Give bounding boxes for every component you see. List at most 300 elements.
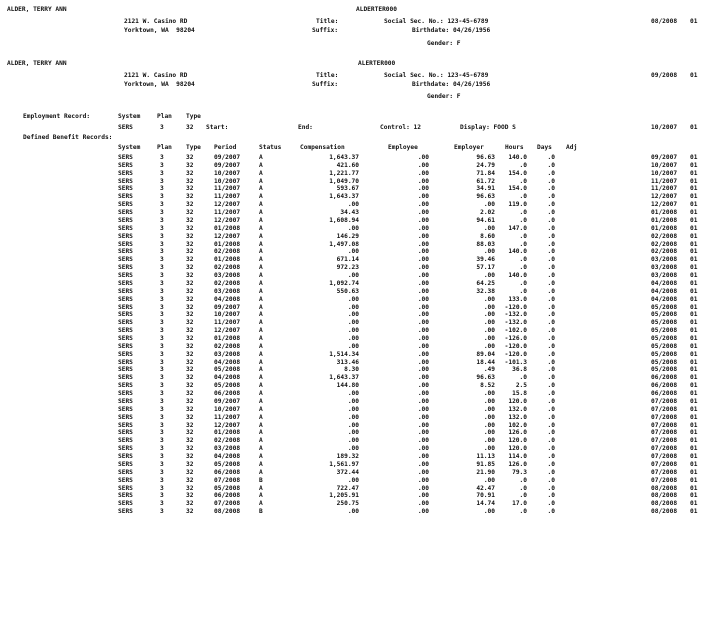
cell-post-date: 06/2008 <box>651 374 678 381</box>
cell-employer: 14.74 <box>476 500 495 507</box>
cell-employer: .00 <box>483 311 495 318</box>
cell-status: A <box>259 414 263 421</box>
cell-system: SERS <box>118 272 133 279</box>
ssn: Social Sec. No.: 123-45-6789 <box>384 18 489 25</box>
cell-status: A <box>259 162 263 169</box>
cell-compensation: .00 <box>347 248 359 255</box>
cell-employee: .00 <box>417 209 429 216</box>
cell-days: .0 <box>547 382 555 389</box>
cell-hours: .0 <box>519 485 527 492</box>
cell-status: A <box>259 437 263 444</box>
cell-days: .0 <box>547 406 555 413</box>
cell-system: SERS <box>118 327 133 334</box>
cell-days: .0 <box>547 327 555 334</box>
cell-days: .0 <box>547 469 555 476</box>
address-line-2: Yorktown, WA 98204 <box>124 81 195 88</box>
cell-type: 32 <box>186 390 194 397</box>
cell-system: SERS <box>118 422 133 429</box>
cell-employer: .49 <box>483 366 495 373</box>
cell-system: SERS <box>118 201 133 208</box>
cell-hours: .0 <box>519 162 527 169</box>
cell-compensation: 972.23 <box>336 264 359 271</box>
cell-plan: 3 <box>160 241 164 248</box>
cell-system: SERS <box>118 437 133 444</box>
cell-period: 11/2007 <box>214 319 241 326</box>
cell-employer: 42.47 <box>476 485 495 492</box>
cell-type: 32 <box>186 154 194 161</box>
cell-employer: 91.85 <box>476 461 495 468</box>
cell-status: A <box>259 304 263 311</box>
cell-status: A <box>259 319 263 326</box>
gender: Gender: F <box>427 40 461 47</box>
cell-period: 04/2008 <box>214 374 241 381</box>
cell-post-date: 07/2008 <box>651 477 678 484</box>
cell-employee: .00 <box>417 398 429 405</box>
address-line-2: Yorktown, WA 98204 <box>124 27 195 34</box>
cell-type: 32 <box>186 280 194 287</box>
col-header-hours: Hours <box>505 144 524 151</box>
cell-system: SERS <box>118 288 133 295</box>
cell-plan: 3 <box>160 382 164 389</box>
employment-page: 01 <box>690 124 698 131</box>
cell-days: .0 <box>547 359 555 366</box>
cell-status: A <box>259 225 263 232</box>
cell-employee: .00 <box>417 178 429 185</box>
cell-days: .0 <box>547 201 555 208</box>
cell-compensation: .00 <box>347 429 359 436</box>
cell-compensation: 671.14 <box>336 256 359 263</box>
cell-page: 01 <box>690 256 698 263</box>
cell-system: SERS <box>118 296 133 303</box>
cell-system: SERS <box>118 477 133 484</box>
cell-system: SERS <box>118 390 133 397</box>
cell-days: .0 <box>547 248 555 255</box>
cell-page: 01 <box>690 422 698 429</box>
cell-compensation: .00 <box>347 311 359 318</box>
cell-type: 32 <box>186 327 194 334</box>
cell-days: .0 <box>547 288 555 295</box>
cell-period: 05/2008 <box>214 485 241 492</box>
cell-days: .0 <box>547 414 555 421</box>
cell-page: 01 <box>690 193 698 200</box>
cell-type: 32 <box>186 343 194 350</box>
cell-period: 09/2007 <box>214 154 241 161</box>
cell-page: 01 <box>690 461 698 468</box>
cell-compensation: 313.46 <box>336 359 359 366</box>
cell-compensation: 1,643.37 <box>329 193 359 200</box>
cell-system: SERS <box>118 492 133 499</box>
cell-employer: 70.91 <box>476 492 495 499</box>
cell-status: A <box>259 241 263 248</box>
address-line-1: 2121 W. Casino RD <box>124 18 188 25</box>
cell-employee: .00 <box>417 429 429 436</box>
cell-hours: -126.0 <box>504 335 527 342</box>
cell-period: 05/2008 <box>214 461 241 468</box>
cell-hours: .0 <box>519 508 527 515</box>
cell-period: 01/2008 <box>214 429 241 436</box>
cell-employee: .00 <box>417 508 429 515</box>
cell-compensation: .00 <box>347 445 359 452</box>
employment-plan: 3 <box>160 124 164 131</box>
cell-employer: .00 <box>483 390 495 397</box>
cell-status: A <box>259 398 263 405</box>
cell-compensation: .00 <box>347 390 359 397</box>
cell-plan: 3 <box>160 445 164 452</box>
cell-days: .0 <box>547 264 555 271</box>
cell-post-date: 11/2007 <box>651 185 678 192</box>
cell-status: A <box>259 335 263 342</box>
cell-period: 12/2007 <box>214 422 241 429</box>
cell-plan: 3 <box>160 327 164 334</box>
cell-days: .0 <box>547 319 555 326</box>
cell-system: SERS <box>118 264 133 271</box>
cell-post-date: 04/2008 <box>651 288 678 295</box>
cell-days: .0 <box>547 477 555 484</box>
cell-post-date: 03/2008 <box>651 264 678 271</box>
cell-type: 32 <box>186 296 194 303</box>
cell-hours: .0 <box>519 374 527 381</box>
cell-page: 01 <box>690 492 698 499</box>
cell-system: SERS <box>118 461 133 468</box>
col-header-plan: Plan <box>157 144 172 151</box>
cell-page: 01 <box>690 374 698 381</box>
cell-hours: 154.0 <box>508 170 527 177</box>
cell-page: 01 <box>690 225 698 232</box>
cell-days: .0 <box>547 241 555 248</box>
cell-employee: .00 <box>417 327 429 334</box>
cell-plan: 3 <box>160 374 164 381</box>
cell-days: .0 <box>547 445 555 452</box>
cell-employer: .00 <box>483 398 495 405</box>
cell-plan: 3 <box>160 398 164 405</box>
cell-system: SERS <box>118 185 133 192</box>
cell-days: .0 <box>547 508 555 515</box>
cell-period: 10/2007 <box>214 178 241 185</box>
cell-employee: .00 <box>417 272 429 279</box>
cell-status: A <box>259 209 263 216</box>
cell-days: .0 <box>547 209 555 216</box>
cell-hours: -102.0 <box>504 327 527 334</box>
cell-hours: 147.0 <box>508 225 527 232</box>
cell-post-date: 08/2008 <box>651 492 678 499</box>
cell-status: A <box>259 217 263 224</box>
cell-system: SERS <box>118 193 133 200</box>
employment-system: SERS <box>118 124 133 131</box>
cell-compensation: .00 <box>347 398 359 405</box>
cell-days: .0 <box>547 256 555 263</box>
cell-period: 01/2008 <box>214 241 241 248</box>
cell-system: SERS <box>118 304 133 311</box>
cell-type: 32 <box>186 335 194 342</box>
cell-system: SERS <box>118 508 133 515</box>
cell-employer: .00 <box>483 304 495 311</box>
cell-type: 32 <box>186 382 194 389</box>
title-label: Title: <box>316 72 339 79</box>
cell-plan: 3 <box>160 422 164 429</box>
cell-compensation: 722.47 <box>336 485 359 492</box>
cell-compensation: .00 <box>347 477 359 484</box>
cell-days: .0 <box>547 351 555 358</box>
cell-page: 01 <box>690 359 698 366</box>
cell-period: 06/2008 <box>214 469 241 476</box>
cell-period: 12/2007 <box>214 201 241 208</box>
cell-days: .0 <box>547 185 555 192</box>
cell-period: 02/2008 <box>214 248 241 255</box>
cell-plan: 3 <box>160 508 164 515</box>
cell-compensation: .00 <box>347 422 359 429</box>
cell-system: SERS <box>118 248 133 255</box>
cell-hours: 120.0 <box>508 445 527 452</box>
cell-compensation: .00 <box>347 319 359 326</box>
cell-system: SERS <box>118 359 133 366</box>
cell-system: SERS <box>118 319 133 326</box>
cell-employer: 89.04 <box>476 351 495 358</box>
cell-compensation: 1,049.70 <box>329 178 359 185</box>
cell-status: A <box>259 288 263 295</box>
cell-plan: 3 <box>160 256 164 263</box>
cell-page: 01 <box>690 280 698 287</box>
employment-header-type: Type <box>186 113 201 120</box>
cell-employer: .00 <box>483 437 495 444</box>
col-header-type: Type <box>186 144 201 151</box>
cell-compensation: .00 <box>347 343 359 350</box>
cell-plan: 3 <box>160 264 164 271</box>
cell-plan: 3 <box>160 193 164 200</box>
cell-compensation: 1,514.34 <box>329 351 359 358</box>
cell-status: A <box>259 492 263 499</box>
cell-employee: .00 <box>417 422 429 429</box>
cell-status: A <box>259 178 263 185</box>
cell-page: 01 <box>690 201 698 208</box>
cell-employer: 96.63 <box>476 193 495 200</box>
cell-plan: 3 <box>160 366 164 373</box>
cell-post-date: 05/2008 <box>651 327 678 334</box>
suffix-label: Suffix: <box>312 27 339 34</box>
cell-compensation: .00 <box>347 225 359 232</box>
cell-type: 32 <box>186 311 194 318</box>
cell-employer: .00 <box>483 319 495 326</box>
cell-hours: .0 <box>519 492 527 499</box>
cell-days: .0 <box>547 485 555 492</box>
cell-type: 32 <box>186 437 194 444</box>
cell-compensation: 372.44 <box>336 469 359 476</box>
cell-employee: .00 <box>417 296 429 303</box>
cell-type: 32 <box>186 445 194 452</box>
cell-status: A <box>259 445 263 452</box>
cell-hours: -101.3 <box>504 359 527 366</box>
cell-type: 32 <box>186 201 194 208</box>
cell-type: 32 <box>186 366 194 373</box>
cell-employer: 88.03 <box>476 241 495 248</box>
cell-plan: 3 <box>160 280 164 287</box>
cell-post-date: 01/2008 <box>651 225 678 232</box>
cell-page: 01 <box>690 327 698 334</box>
cell-employer: 8.52 <box>480 382 495 389</box>
cell-compensation: 1,561.97 <box>329 461 359 468</box>
cell-days: .0 <box>547 461 555 468</box>
cell-employer: 8.60 <box>480 233 495 240</box>
cell-type: 32 <box>186 264 194 271</box>
db-section-label: Defined Benefit Records: <box>23 134 113 141</box>
cell-employer: .00 <box>483 272 495 279</box>
cell-plan: 3 <box>160 162 164 169</box>
cell-post-date: 04/2008 <box>651 280 678 287</box>
cell-employer: .00 <box>483 422 495 429</box>
cell-type: 32 <box>186 185 194 192</box>
cell-employer: .00 <box>483 201 495 208</box>
cell-plan: 3 <box>160 272 164 279</box>
cell-post-date: 08/2008 <box>651 485 678 492</box>
cell-period: 02/2008 <box>214 343 241 350</box>
cell-days: .0 <box>547 225 555 232</box>
cell-compensation: 1,608.94 <box>329 217 359 224</box>
employment-label: Employment Record: <box>23 113 91 120</box>
cell-period: 11/2007 <box>214 193 241 200</box>
cell-hours: 140.0 <box>508 272 527 279</box>
cell-status: A <box>259 382 263 389</box>
member-name: ALDER, TERRY ANN <box>7 60 67 67</box>
cell-status: A <box>259 351 263 358</box>
cell-page: 01 <box>690 406 698 413</box>
cell-days: .0 <box>547 429 555 436</box>
cell-page: 01 <box>690 170 698 177</box>
cell-post-date: 01/2008 <box>651 209 678 216</box>
cell-employer: .00 <box>483 414 495 421</box>
cell-page: 01 <box>690 485 698 492</box>
cell-days: .0 <box>547 193 555 200</box>
cell-period: 05/2008 <box>214 366 241 373</box>
cell-compensation: 1,643.37 <box>329 374 359 381</box>
cell-page: 01 <box>690 233 698 240</box>
cell-status: A <box>259 185 263 192</box>
cell-days: .0 <box>547 437 555 444</box>
cell-employer: .00 <box>483 429 495 436</box>
cell-post-date: 06/2008 <box>651 382 678 389</box>
cell-status: A <box>259 366 263 373</box>
cell-compensation: .00 <box>347 414 359 421</box>
cell-post-date: 11/2007 <box>651 178 678 185</box>
cell-period: 08/2008 <box>214 508 241 515</box>
cell-hours: 36.8 <box>512 366 527 373</box>
employment-display: Display: FOOD S <box>460 124 516 131</box>
cell-page: 01 <box>690 264 698 271</box>
cell-plan: 3 <box>160 225 164 232</box>
cell-employer: 71.84 <box>476 170 495 177</box>
cell-hours: .0 <box>519 241 527 248</box>
cell-period: 03/2008 <box>214 445 241 452</box>
cell-page: 01 <box>690 469 698 476</box>
cell-hours: .0 <box>519 264 527 271</box>
cell-status: A <box>259 390 263 397</box>
cell-type: 32 <box>186 288 194 295</box>
cell-page: 01 <box>690 335 698 342</box>
cell-status: A <box>259 248 263 255</box>
cell-employee: .00 <box>417 477 429 484</box>
employment-type: 32 <box>186 124 194 131</box>
cell-type: 32 <box>186 374 194 381</box>
cell-days: .0 <box>547 374 555 381</box>
cell-days: .0 <box>547 304 555 311</box>
cell-employer: 34.91 <box>476 185 495 192</box>
cell-plan: 3 <box>160 248 164 255</box>
cell-employee: .00 <box>417 335 429 342</box>
cell-employer: 18.44 <box>476 359 495 366</box>
cell-status: B <box>259 477 263 484</box>
cell-employee: .00 <box>417 351 429 358</box>
cell-system: SERS <box>118 225 133 232</box>
cell-status: A <box>259 343 263 350</box>
cell-status: A <box>259 311 263 318</box>
cell-employee: .00 <box>417 445 429 452</box>
cell-type: 32 <box>186 162 194 169</box>
cell-type: 32 <box>186 272 194 279</box>
cell-period: 02/2008 <box>214 437 241 444</box>
cell-page: 01 <box>690 445 698 452</box>
cell-plan: 3 <box>160 500 164 507</box>
cell-type: 32 <box>186 492 194 499</box>
cell-system: SERS <box>118 366 133 373</box>
cell-employee: .00 <box>417 162 429 169</box>
cell-hours: -132.0 <box>504 311 527 318</box>
cell-post-date: 10/2007 <box>651 162 678 169</box>
cell-employee: .00 <box>417 154 429 161</box>
address-line-1: 2121 W. Casino RD <box>124 72 188 79</box>
cell-page: 01 <box>690 500 698 507</box>
cell-page: 01 <box>690 217 698 224</box>
cell-post-date: 05/2008 <box>651 311 678 318</box>
cell-post-date: 07/2008 <box>651 406 678 413</box>
cell-system: SERS <box>118 351 133 358</box>
cell-period: 07/2008 <box>214 477 241 484</box>
cell-hours: 140.0 <box>508 248 527 255</box>
cell-plan: 3 <box>160 406 164 413</box>
cell-hours: .0 <box>519 288 527 295</box>
cell-plan: 3 <box>160 311 164 318</box>
cell-plan: 3 <box>160 201 164 208</box>
employment-header-system: System <box>118 113 141 120</box>
cell-period: 01/2008 <box>214 335 241 342</box>
cell-plan: 3 <box>160 359 164 366</box>
cell-employee: .00 <box>417 319 429 326</box>
cell-page: 01 <box>690 209 698 216</box>
cell-post-date: 04/2008 <box>651 296 678 303</box>
cell-type: 32 <box>186 256 194 263</box>
cell-page: 01 <box>690 343 698 350</box>
cell-days: .0 <box>547 170 555 177</box>
cell-type: 32 <box>186 209 194 216</box>
cell-system: SERS <box>118 233 133 240</box>
cell-employee: .00 <box>417 485 429 492</box>
cell-hours: 119.0 <box>508 201 527 208</box>
cell-plan: 3 <box>160 343 164 350</box>
cell-employer: .00 <box>483 445 495 452</box>
cell-system: SERS <box>118 406 133 413</box>
cell-employee: .00 <box>417 280 429 287</box>
cell-employee: .00 <box>417 469 429 476</box>
cell-hours: -120.0 <box>504 351 527 358</box>
cell-post-date: 10/2007 <box>651 170 678 177</box>
cell-hours: 154.0 <box>508 185 527 192</box>
cell-period: 01/2008 <box>214 256 241 263</box>
page-number: 01 <box>690 18 698 25</box>
cell-post-date: 12/2007 <box>651 201 678 208</box>
cell-page: 01 <box>690 319 698 326</box>
cell-status: A <box>259 429 263 436</box>
cell-type: 32 <box>186 453 194 460</box>
cell-system: SERS <box>118 374 133 381</box>
cell-period: 06/2008 <box>214 390 241 397</box>
cell-compensation: 1,221.77 <box>329 170 359 177</box>
